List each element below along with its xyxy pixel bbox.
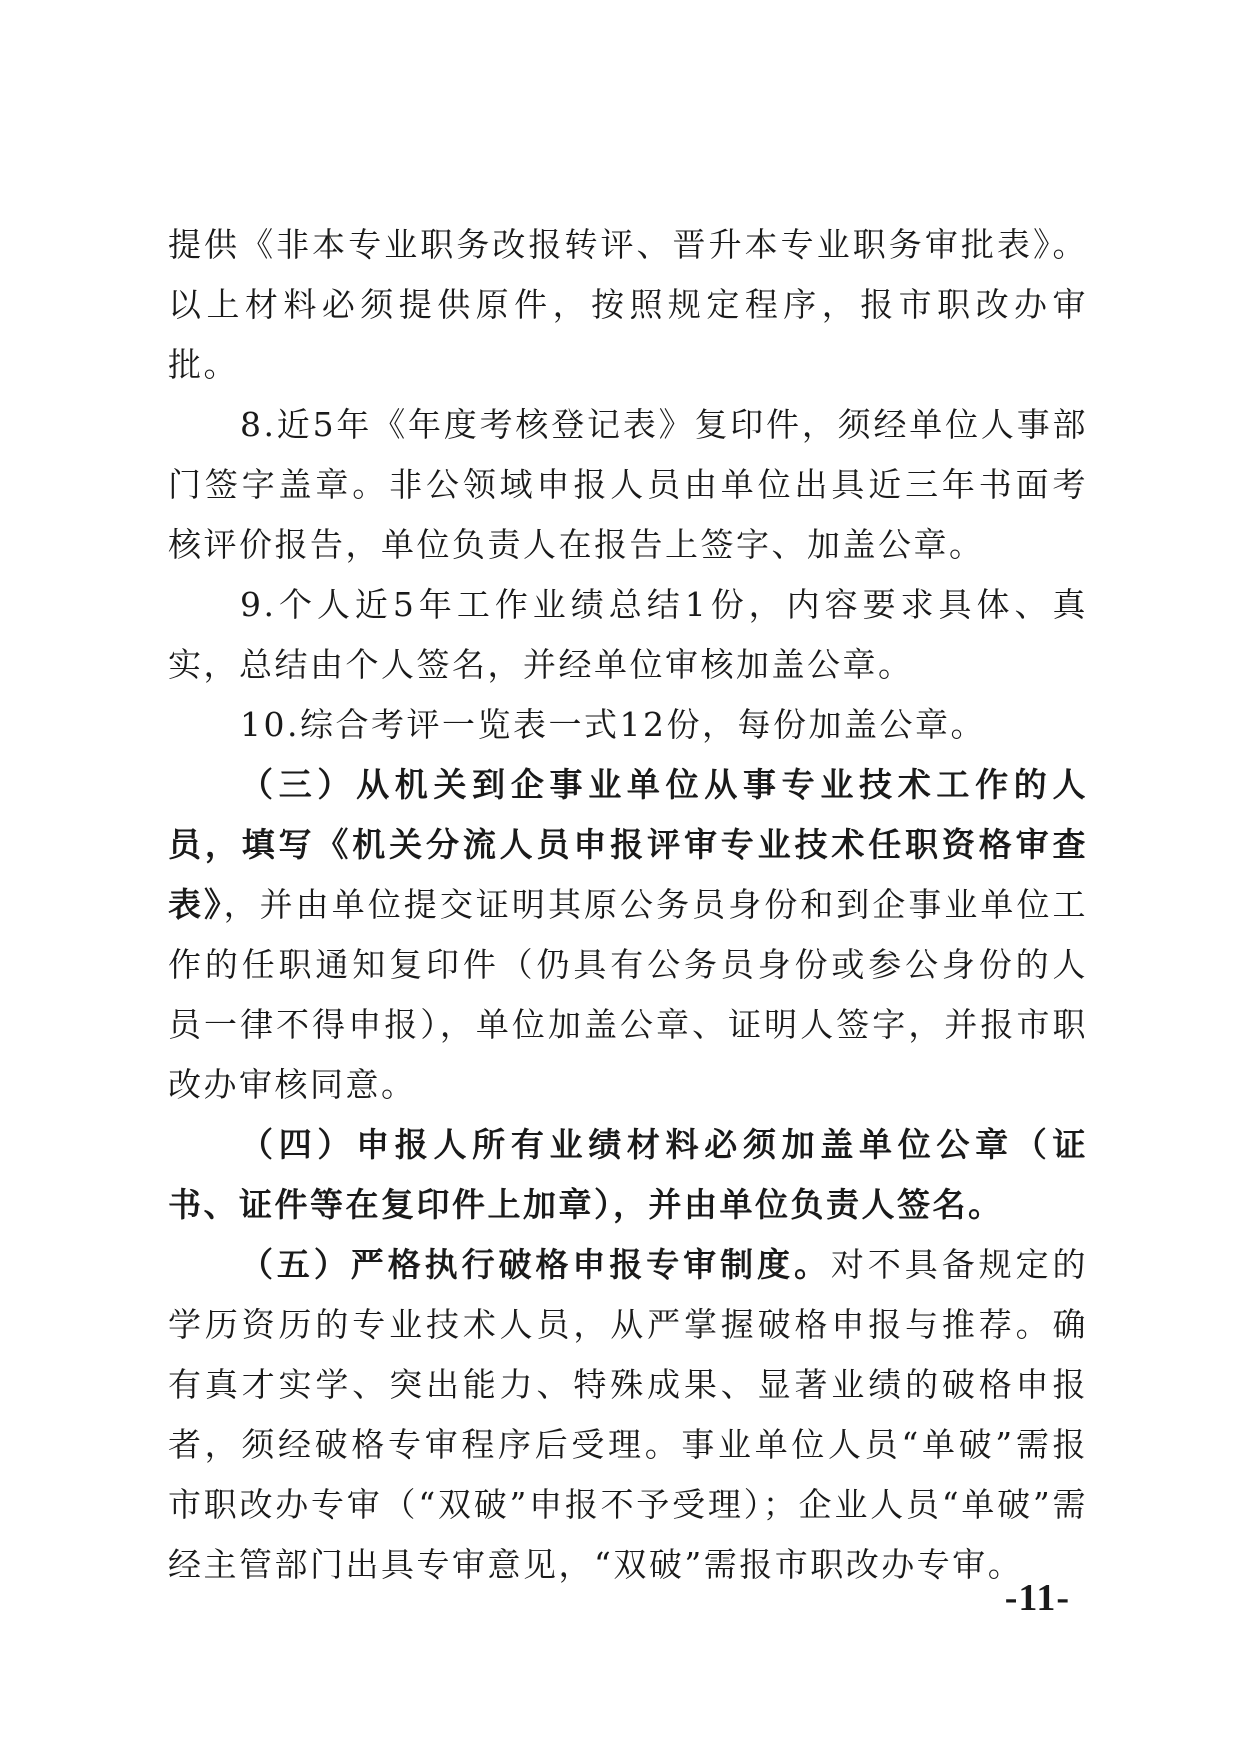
section-5-body: 对不具备规定的学历资历的专业技术人员，从严掌握破格申报与推荐。确有真才实学、突出能力、特殊成果、显著业绩的破格申报者，须经破格专审程序后受理。事业单位人员“单破”需报市职改办专审（“双破”申报不予受理）；企业人员“单破”需经主管部门出具专审意见，“双破”需报市职改办专审。 (168, 1245, 1089, 1584)
paragraph-section-3 (168, 755, 1088, 1115)
paragraph-section-4: （四）申报人所有业绩材料必须加盖单位公章（证书、证件等在复印件上加章），并由单位负责人签名。 (168, 1125, 1088, 1224)
section-5-heading: （五）严格执行破格申报专审制度。 (240, 1245, 831, 1284)
paragraph-item-10: 10.综合考评一览表一式12份，每份加盖公章。 (240, 705, 986, 744)
paragraph-item-9: 9.个人近5年工作业绩总结1份，内容要求具体、真实，总结由个人签名，并经单位审核加盖公章。 (168, 585, 1088, 684)
page-number: -11- (1004, 1577, 1070, 1619)
section-3-heading: （三）从机关到企事业单位从事专业技术工作的人员，填写《机关分流人员申报评审专业技术任职资格审查表》 (168, 765, 1088, 924)
paragraph-section-5 (168, 1235, 1088, 1595)
paragraph-item-8: 8.近5年《年度考核登记表》复印件，须经单位人事部门签字盖章。非公领域申报人员由单位出具近三年书面考核评价报告，单位负责人在报告上签字、加盖公章。 (168, 405, 1088, 564)
paragraph-continuation: 提供《非本专业职务改报转评、晋升本专业职务审批表》。以上材料必须提供原件，按照规定程序，报市职改办审批。 (168, 225, 1088, 384)
section-3-body: ，并由单位提交证明其原公务员身份和到企事业单位工作的任职通知复印件（仍具有公务员身份或参公身份的人员一律不得申报），单位加盖公章、证明人签字，并报市职改办审核同意。 (168, 885, 1089, 1104)
document-body (168, 215, 1088, 1595)
